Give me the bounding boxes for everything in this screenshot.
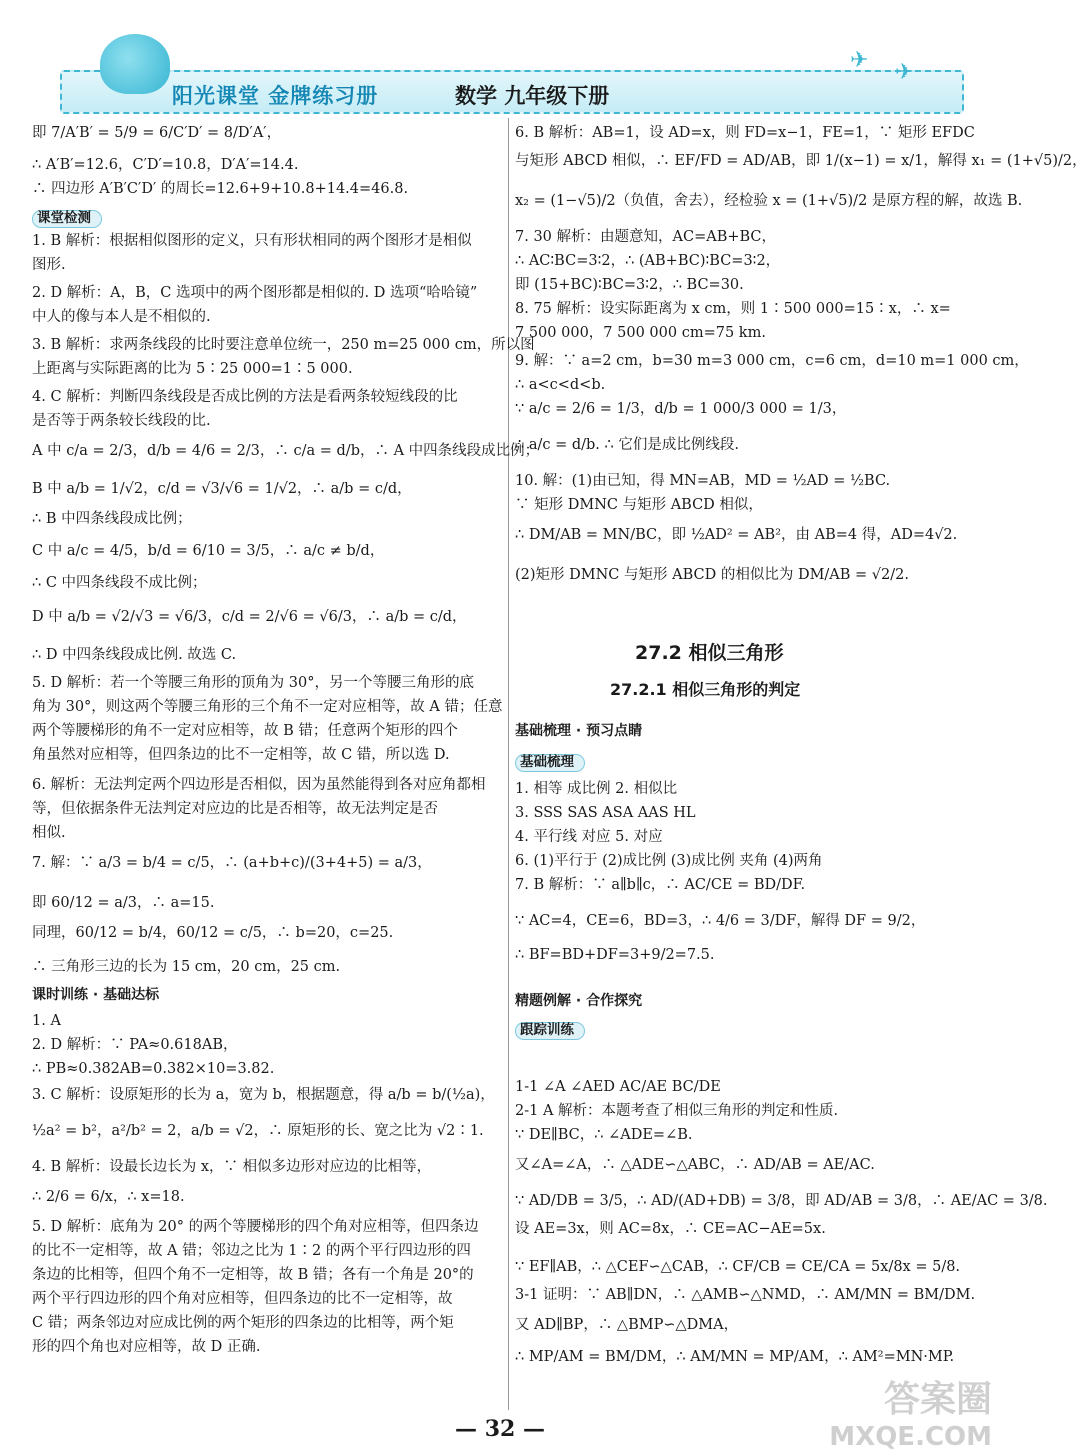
left-line: 4. B 解析：设最长边长为 x，∵ 相似多边形对应边的比相等， bbox=[32, 1159, 432, 1175]
right-line: 3-1 证明：∵ AB∥DN，∴ △AMB∽△NMD，∴ AM/MN = BM/DM. bbox=[515, 1287, 976, 1303]
left-line: 3. C 解析：设原矩形的长为 a，宽为 b，根据题意，得 a/b = b/(½a)， bbox=[32, 1087, 495, 1103]
right-line bbox=[515, 754, 585, 772]
right-line: 即 (15+BC)∶BC=3∶2，∴ BC=30. bbox=[515, 277, 744, 293]
left-line: 5. D 解析：底角为 20° 的两个等腰梯形的四个角对应相等，但四条边 bbox=[32, 1219, 479, 1235]
right-line: 4. 平行线 对应 5. 对应 bbox=[515, 829, 663, 845]
watermark-url: MXQE.COM bbox=[829, 1422, 992, 1452]
right-line: 与矩形 ABCD 相似，∴ EF/FD = AD/AB，即 1/(x−1) = x/1，解得 x₁ = (1+√5)/2， bbox=[515, 153, 1087, 169]
section-box-title: 课堂检测 bbox=[32, 210, 102, 228]
right-line: ∵ EF∥AB，∴ △CEF∽△CAB，∴ CF/CB = CE/CA = 5x/8x = 5/8. bbox=[515, 1259, 961, 1275]
left-line: 形的四个角也对应相等，故 D 正确. bbox=[32, 1339, 261, 1355]
left-line: 即 60/12 = a/3，∴ a=15. bbox=[32, 895, 215, 911]
right-line: 9. 解：∵ a=2 cm，b=30 m=3 000 cm，c=6 cm，d=10 m=1 000 cm， bbox=[515, 353, 1029, 369]
right-line: 基础梳理 · 预习点睛 bbox=[515, 723, 643, 739]
watermark bbox=[829, 1371, 992, 1452]
left-line: 同理，60/12 = b/4，60/12 = c/5，∴ b=20，c=25. bbox=[32, 925, 394, 941]
right-line: ∴ a<c<d<b. bbox=[515, 377, 606, 393]
right-line: 7. B 解析：∵ a∥b∥c，∴ AC/CE = BD/DF. bbox=[515, 877, 806, 893]
right-line: ∴ AC∶BC=3∶2，∴ (AB+BC)∶BC=3∶2， bbox=[515, 253, 781, 269]
right-line: ∴ a/c = d/b. ∴ 它们是成比例线段. bbox=[515, 437, 739, 453]
right-line: ∵ AC=4，CE=6，BD=3，∴ 4/6 = 3/DF，解得 DF = 9/2， bbox=[515, 913, 926, 929]
right-line: 6. B 解析：AB=1，设 AD=x，则 FD=x−1，FE=1，∵ 矩形 EFDC bbox=[515, 125, 975, 141]
left-line: ∴ B 中四条线段成比例； bbox=[32, 511, 192, 527]
left-line: 3. B 解析：求两条线段的比时要注意单位统一，250 m=25 000 cm，所以图 bbox=[32, 337, 535, 353]
right-line: ∵ DE∥BC，∴ ∠ADE=∠B. bbox=[515, 1127, 693, 1143]
left-line: ½a² = b²，a²/b² = 2，a/b = √2，∴ 原矩形的长、宽之比为 √2∶1. bbox=[32, 1123, 484, 1139]
right-line bbox=[515, 1022, 585, 1040]
bird-icon: ✈ bbox=[895, 60, 914, 85]
right-line: 10. 解：(1)由已知，得 MN=AB，MD = ½AD = ½BC. bbox=[515, 473, 891, 489]
left-line: ∴ A′B′=12.6，C′D′=10.8，D′A′=14.4. bbox=[32, 157, 299, 173]
left-line: 2. D 解析：A，B，C 选项中的两个图形都是相似的. D 选项“哈哈镜” bbox=[32, 285, 478, 301]
left-line: ∴ 四边形 A′B′C′D′ 的周长=12.6+9+10.8+14.4=46.8. bbox=[32, 181, 409, 197]
right-line: 7 500 000，7 500 000 cm=75 km. bbox=[515, 325, 766, 341]
left-line: B 中 a/b = 1/√2，c/d = √3/√6 = 1/√2，∴ a/b = c/d， bbox=[32, 481, 412, 497]
left-line: 角虽然对应相等，但四条边的比不一定相等，故 C 错，所以选 D. bbox=[32, 747, 450, 763]
right-line: 又 AD∥BP，∴ △BMP∽△DMA， bbox=[515, 1317, 739, 1333]
right-line: x₂ = (1−√5)/2（负值，舍去），经检验 x = (1+√5)/2 是原方程的解，故选 B. bbox=[515, 193, 1023, 209]
right-line: 8. 75 解析：设实际距离为 x cm，则 1∶500 000=15∶x，∴ x= bbox=[515, 301, 951, 317]
right-line: 2-1 A 解析：本题考查了相似三角形的判定和性质. bbox=[515, 1103, 839, 1119]
subject-title: 数学 九年级下册 bbox=[455, 84, 610, 108]
left-line: C 中 a/c = 4/5，b/d = 6/10 = 3/5，∴ a/c ≠ b/d， bbox=[32, 543, 385, 559]
left-line: 两个等腰梯形的角不一定对应相等，故 B 错；任意两个矩形的四个 bbox=[32, 723, 458, 739]
left-line: 7. 解：∵ a/3 = b/4 = c/5，∴ (a+b+c)/(3+4+5) = a/3， bbox=[32, 855, 432, 871]
left-line: C 错；两条邻边对应成比例的两个矩形的四条边的比相等，两个矩 bbox=[32, 1315, 454, 1331]
right-line: 1-1 ∠A ∠AED AC/AE BC/DE bbox=[515, 1079, 721, 1095]
left-line: ∴ D 中四条线段成比例. 故选 C. bbox=[32, 647, 237, 663]
page-number: — 32 — bbox=[455, 1416, 545, 1442]
bird-icon: ✈ bbox=[850, 48, 869, 73]
right-line: 27.2 相似三角形 bbox=[635, 642, 784, 664]
column-divider bbox=[508, 118, 509, 1410]
left-line: 2. D 解析：∵ PA≈0.618AB， bbox=[32, 1037, 238, 1053]
right-line: 精题例解 · 合作探究 bbox=[515, 993, 643, 1009]
left-line: 图形. bbox=[32, 257, 66, 273]
cloud-logo-icon bbox=[100, 34, 170, 94]
left-line: 角为 30°，则这两个等腰三角形的三个角不一定对应相等，故 A 错；任意 bbox=[32, 699, 503, 715]
left-line: 1. B 解析：根据相似图形的定义，只有形状相同的两个图形才是相似 bbox=[32, 233, 472, 249]
left-line: 等，但依据条件无法判定对应边的比是否相等，故无法判定是否 bbox=[32, 801, 438, 817]
page-header bbox=[60, 20, 960, 112]
left-line: ∴ 2/6 = 6/x，∴ x=18. bbox=[32, 1189, 185, 1205]
right-line: ∴ BF=BD+DF=3+9/2=7.5. bbox=[515, 947, 715, 963]
left-line: 5. D 解析：若一个等腰三角形的顶角为 30°，另一个等腰三角形的底 bbox=[32, 675, 474, 691]
left-line: 的比不一定相等，故 A 错；邻边之比为 1∶2 的两个平行四边形的四 bbox=[32, 1243, 471, 1259]
right-line: 27.2.1 相似三角形的判定 bbox=[610, 680, 801, 699]
right-line: 3. SSS SAS ASA AAS HL bbox=[515, 805, 696, 821]
left-line: 是否等于两条较长线段的比. bbox=[32, 413, 211, 429]
left-line: 6. 解析：无法判定两个四边形是否相似，因为虽然能得到各对应角都相 bbox=[32, 777, 486, 793]
right-line: ∴ DM/AB = MN/BC，即 ½AD² = AB²，由 AB=4 得，AD=4√2. bbox=[515, 527, 958, 543]
right-line: 又∠A=∠A，∴ △ADE∽△ABC，∴ AD/AB = AE/AC. bbox=[515, 1157, 875, 1173]
left-line: 1. A bbox=[32, 1013, 61, 1029]
left-line: 即 7/A′B′ = 5/9 = 6/C′D′ = 8/D′A′， bbox=[32, 125, 282, 141]
left-line: 上距离与实际距离的比为 5∶25 000=1∶5 000. bbox=[32, 361, 353, 377]
section-box-title: 跟踪训练 bbox=[515, 1022, 585, 1040]
left-line: 课时训练 · 基础达标 bbox=[32, 987, 160, 1003]
right-line: 设 AE=3x，则 AC=8x，∴ CE=AC−AE=5x. bbox=[515, 1221, 826, 1237]
left-line: 相似. bbox=[32, 825, 66, 841]
left-line: 4. C 解析：判断四条线段是否成比例的方法是看两条较短线段的比 bbox=[32, 389, 458, 405]
left-line: A 中 c/a = 2/3，d/b = 4/6 = 2/3，∴ c/a = d/b，∴ A 中四条线段成比例； bbox=[32, 443, 540, 459]
right-line: ∴ MP/AM = BM/DM，∴ AM/MN = MP/AM，∴ AM²=MN·MP. bbox=[515, 1349, 955, 1365]
left-line: 条边的比相等，但四个角不一定相等，故 B 错；各有一个角是 20°的 bbox=[32, 1267, 474, 1283]
left-line: ∴ 三角形三边的长为 15 cm，20 cm，25 cm. bbox=[32, 959, 341, 975]
right-line: 6. (1)平行于 (2)成比例 (3)成比例 夹角 (4)两角 bbox=[515, 853, 823, 869]
right-line: ∵ AD/DB = 3/5，∴ AD/(AD+DB) = 3/8，即 AD/AB = 3/8，∴ AE/AC = 3/8. bbox=[515, 1193, 1048, 1209]
left-line: ∴ PB≈0.382AB=0.382×10=3.82. bbox=[32, 1061, 275, 1077]
left-line bbox=[32, 210, 102, 228]
brand-title: 阳光课堂 金牌练习册 bbox=[172, 84, 379, 108]
section-box-title: 基础梳理 bbox=[515, 754, 585, 772]
right-line: (2)矩形 DMNC 与矩形 ABCD 的相似比为 DM/AB = √2/2. bbox=[515, 567, 909, 583]
left-line: ∴ C 中四条线段不成比例； bbox=[32, 575, 207, 591]
watermark-text: 答案圈 bbox=[883, 1379, 992, 1420]
left-line: 两个平行四边形的四个角对应相等，但四条边的比不一定相等，故 bbox=[32, 1291, 453, 1307]
right-line: ∵ 矩形 DMNC 与矩形 ABCD 相似， bbox=[515, 497, 763, 513]
right-line: ∵ a/c = 2/6 = 1/3，d/b = 1 000/3 000 = 1/3， bbox=[515, 401, 847, 417]
right-line: 1. 相等 成比例 2. 相似比 bbox=[515, 781, 678, 797]
right-line: 7. 30 解析：由题意知，AC=AB+BC， bbox=[515, 229, 777, 245]
left-line: 中人的像与本人是不相似的. bbox=[32, 309, 211, 325]
left-line: D 中 a/b = √2/√3 = √6/3，c/d = 2/√6 = √6/3，∴ a/b = c/d， bbox=[32, 609, 467, 625]
